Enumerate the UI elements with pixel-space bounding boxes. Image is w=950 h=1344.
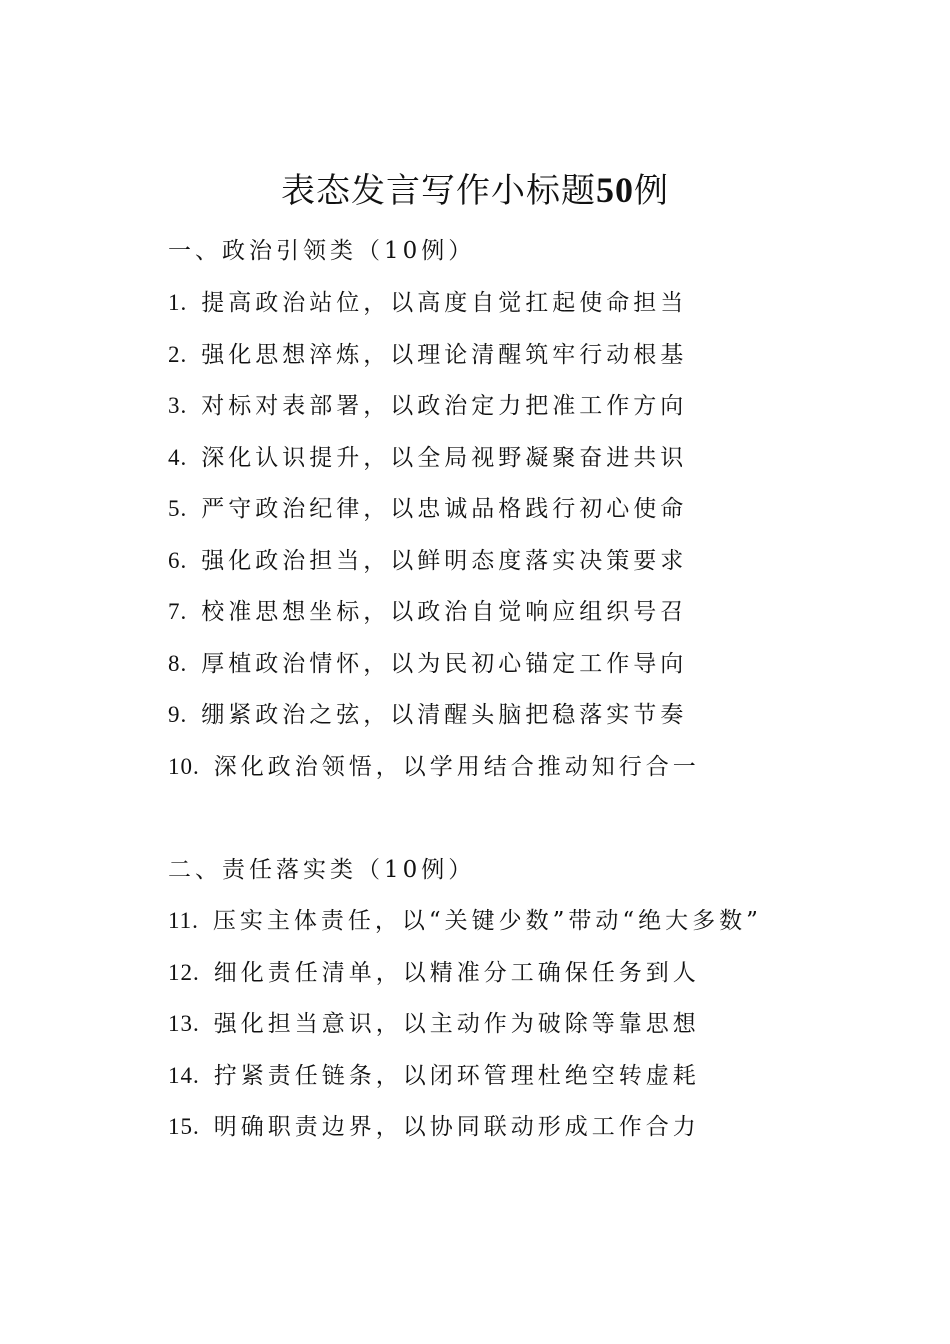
item-index: 7. xyxy=(168,599,188,624)
item-index: 9. xyxy=(168,702,188,727)
item-index: 14. xyxy=(168,1063,200,1088)
item-text: 细化责任清单，以精准分工确保任务到人 xyxy=(213,960,700,986)
item-text: 严守政治纪律，以忠诚品格践行初心使命 xyxy=(201,496,688,522)
item-text: 明确职责边界，以协同联动形成工作合力 xyxy=(213,1114,700,1140)
list-item xyxy=(168,489,687,529)
list-item xyxy=(168,1107,700,1147)
item-index: 13. xyxy=(168,1011,200,1036)
item-index: 1. xyxy=(168,290,188,315)
item-index: 11. xyxy=(168,908,199,933)
list-item xyxy=(168,335,687,375)
item-text: 压实主体责任，以“关键少数”带动“绝大多数” xyxy=(212,908,762,934)
item-index: 10. xyxy=(168,754,200,779)
document-title xyxy=(0,164,950,217)
list-item xyxy=(168,644,687,684)
item-text: 厚植政治情怀，以为民初心锚定工作导向 xyxy=(201,651,688,677)
list-item xyxy=(168,592,687,632)
item-index: 12. xyxy=(168,960,200,985)
section-heading-political: 一、政治引领类（10例） xyxy=(168,238,476,264)
item-text: 拧紧责任链条，以闭环管理杜绝空转虚耗 xyxy=(213,1063,700,1089)
item-text: 强化担当意识，以主动作为破除等靠思想 xyxy=(213,1011,700,1037)
list-item xyxy=(168,438,687,478)
list-item xyxy=(168,386,687,426)
item-index: 6. xyxy=(168,548,188,573)
item-index: 3. xyxy=(168,393,188,418)
list-item xyxy=(168,1056,700,1096)
item-text: 深化认识提升，以全局视野凝聚奋进共识 xyxy=(201,445,688,471)
list-item xyxy=(168,901,762,941)
list-item xyxy=(168,695,687,735)
item-text: 对标对表部署，以政治定力把准工作方向 xyxy=(201,393,688,419)
item-text: 校准思想坐标，以政治自觉响应组织号召 xyxy=(201,599,688,625)
title-number: 50 xyxy=(596,170,634,210)
section-heading-responsibility: 二、责任落实类（10例） xyxy=(168,857,476,883)
item-index: 2. xyxy=(168,342,188,367)
item-text: 深化政治领悟，以学用结合推动知行合一 xyxy=(213,754,700,780)
item-text: 提高政治站位，以高度自觉扛起使命担当 xyxy=(201,290,688,316)
list-item xyxy=(168,747,700,787)
title-main: 表态发言写作小标题 xyxy=(281,171,596,211)
item-text: 强化思想淬炼，以理论清醒筑牢行动根基 xyxy=(201,342,688,368)
list-item xyxy=(168,283,687,323)
item-text: 强化政治担当，以鲜明态度落实决策要求 xyxy=(201,548,688,574)
item-index: 4. xyxy=(168,445,188,470)
item-index: 5. xyxy=(168,496,188,521)
item-index: 8. xyxy=(168,651,188,676)
item-index: 15. xyxy=(168,1114,200,1139)
list-item xyxy=(168,953,700,993)
title-suffix: 例 xyxy=(634,171,669,211)
list-item xyxy=(168,1004,700,1044)
item-text: 绷紧政治之弦，以清醒头脑把稳落实节奏 xyxy=(201,702,688,728)
list-item xyxy=(168,541,687,581)
